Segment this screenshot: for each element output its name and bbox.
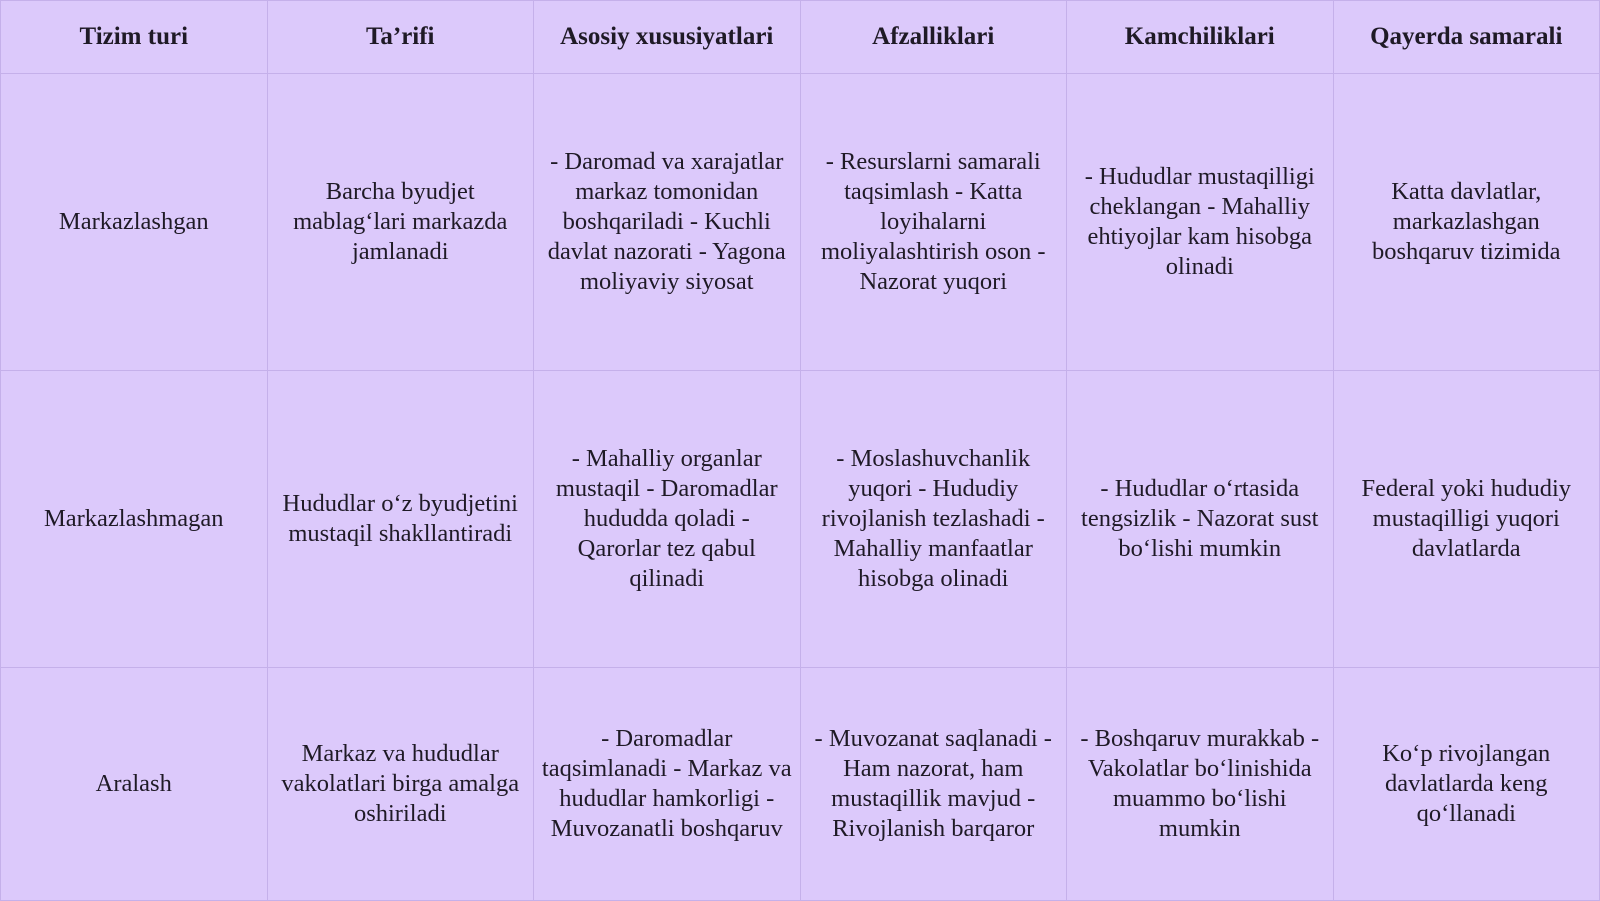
cell-text: Markaz va hududlar vakolatlari birga amalga oshiriladi [281,740,520,827]
cell-system-type [1,371,268,668]
cell-definition [267,371,534,668]
cell-text: - Moslashuvchanlik yuqori - Hududiy rivojlanish tezlashadi - Mahalliy manfaatlar hisobga olinadi [821,445,1045,592]
cell-disadvantages [1067,668,1334,901]
table-body [1,74,1600,901]
header-disadvantages: Kamchiliklari [1067,1,1334,74]
header-advantages: Afzalliklari [800,1,1067,74]
header-system-type: Tizim turi [1,1,268,74]
cell-definition [267,74,534,371]
header-row [1,1,1600,74]
cell-text: Katta davlatlar, markazlashgan boshqaruv tizimida [1372,178,1561,265]
table-row [1,668,1600,901]
table-row [1,74,1600,371]
table-row [1,371,1600,668]
cell-disadvantages [1067,371,1334,668]
cell-text: - Hududlar o‘rtasida tengsizlik - Nazorat sust bo‘lishi mumkin [1081,475,1319,562]
cell-effective-where [1333,668,1600,901]
cell-text: - Resurslarni samarali taqsimlash - Katta loyihalarni moliyalashtirish oson - Nazorat yuqori [820,148,1046,295]
cell-text: - Boshqaruv murakkab - Vakolatlar bo‘linishida muammo bo‘lishi mumkin [1080,725,1320,842]
cell-system-type [1,74,268,371]
cell-text: Markazlashmagan [43,505,224,532]
header-features: Asosiy xususiyatlari [534,1,801,74]
cell-text: - Mahalliy organlar mustaqil - Daromadlar hududda qoladi - Qarorlar tez qabul qilinadi [555,445,778,592]
cell-text: - Muvozanat saqlanadi - Ham nazorat, ham mustaqillik mavjud - Rivojlanish barqaror [814,725,1052,842]
header-effective-where: Qayerda samarali [1333,1,1600,74]
cell-text: Hududlar o‘z byudjetini mustaqil shakllantiradi [282,490,518,547]
table-header [1,1,1600,74]
cell-disadvantages [1067,74,1334,371]
cell-text: Barcha byudjet mablag‘lari markazda jamlanadi [293,178,508,265]
cell-system-type [1,668,268,901]
cell-text: - Daromad va xarajatlar markaz tomonidan boshqariladi - Kuchli davlat nazorati - Yagona moliyaviy siyosat [547,148,786,295]
cell-effective-where [1333,371,1600,668]
cell-text: Ko‘p rivojlangan davlatlarda keng qo‘llanadi [1382,740,1551,827]
cell-advantages [800,74,1067,371]
cell-text: - Daromadlar taqsimlanadi - Markaz va hududlar hamkorligi - Muvozanatli boshqaruv [541,725,792,842]
cell-features [534,74,801,371]
header-definition: Ta’rifi [267,1,534,74]
cell-text: Markazlashgan [58,208,209,235]
cell-text: Federal yoki hududiy mustaqilligi yuqori davlatlarda [1361,475,1572,562]
cell-effective-where [1333,74,1600,371]
cell-advantages [800,668,1067,901]
cell-features [534,668,801,901]
cell-text: - Hududlar mustaqilligi cheklangan - Mahalliy ehtiyojlar kam hisobga olinadi [1084,163,1315,280]
cell-definition [267,668,534,901]
cell-text: Aralash [95,770,172,797]
cell-features [534,371,801,668]
cell-advantages [800,371,1067,668]
